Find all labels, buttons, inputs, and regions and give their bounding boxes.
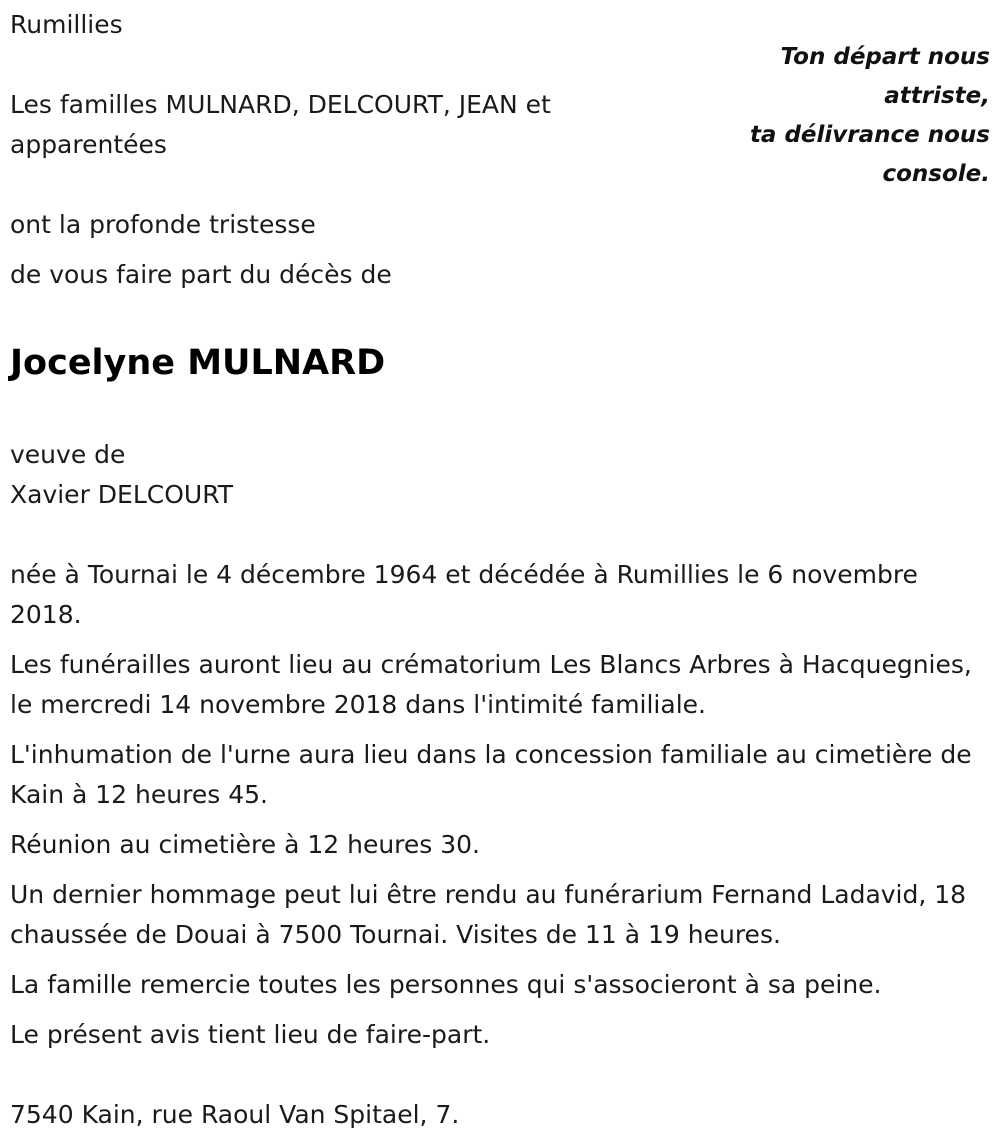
meeting-info: Réunion au cimetière à 12 heures 30. xyxy=(10,830,481,859)
intro-line-1: ont la profonde tristesse xyxy=(10,210,316,239)
address: 7540 Kain, rue Raoul Van Spitael, 7. xyxy=(10,1100,460,1129)
burial-info: L'inhumation de l'urne aura lieu dans la concession familiale au cimetière de Kain à 12 heures 45. xyxy=(10,740,972,809)
quote-line-1: Ton départ nous xyxy=(780,44,990,70)
birth-death-info: née à Tournai le 4 décembre 1964 et décédée à Rumillies le 6 novembre 2018. xyxy=(10,560,918,629)
funeral-info: Les funérailles auront lieu au crématorium Les Blancs Arbres à Hacquegnies, le mercredi 14 novembre 2018 dans l'intimité familiale. xyxy=(10,650,972,719)
families: Les familles MULNARD, DELCOURT, JEAN et apparentées xyxy=(10,90,551,159)
quote-line-2: attriste, xyxy=(884,83,990,109)
spouse-name: Xavier DELCOURT xyxy=(10,480,234,509)
town: Rumillies xyxy=(10,10,123,39)
death-notice xyxy=(10,5,990,1135)
widow-label: veuve de xyxy=(10,440,126,469)
quote-line-3: ta délivrance nous xyxy=(749,122,990,148)
intro xyxy=(10,205,990,295)
widow-of xyxy=(10,435,990,515)
tribute-info: Un dernier hommage peut lui être rendu au funérarium Fernand Ladavid, 18 chaussée de Douai à 7500 Tournai. Visites de 11 à 19 heures. xyxy=(10,880,967,949)
notice-statement: Le présent avis tient lieu de faire-part. xyxy=(10,1020,491,1049)
quote-line-4: console. xyxy=(882,161,990,187)
deceased-name: Jocelyne MULNARD xyxy=(10,343,386,383)
intro-line-2: de vous faire part du décès de xyxy=(10,260,392,289)
thanks: La famille remercie toutes les personnes qui s'associeront à sa peine. xyxy=(10,970,882,999)
